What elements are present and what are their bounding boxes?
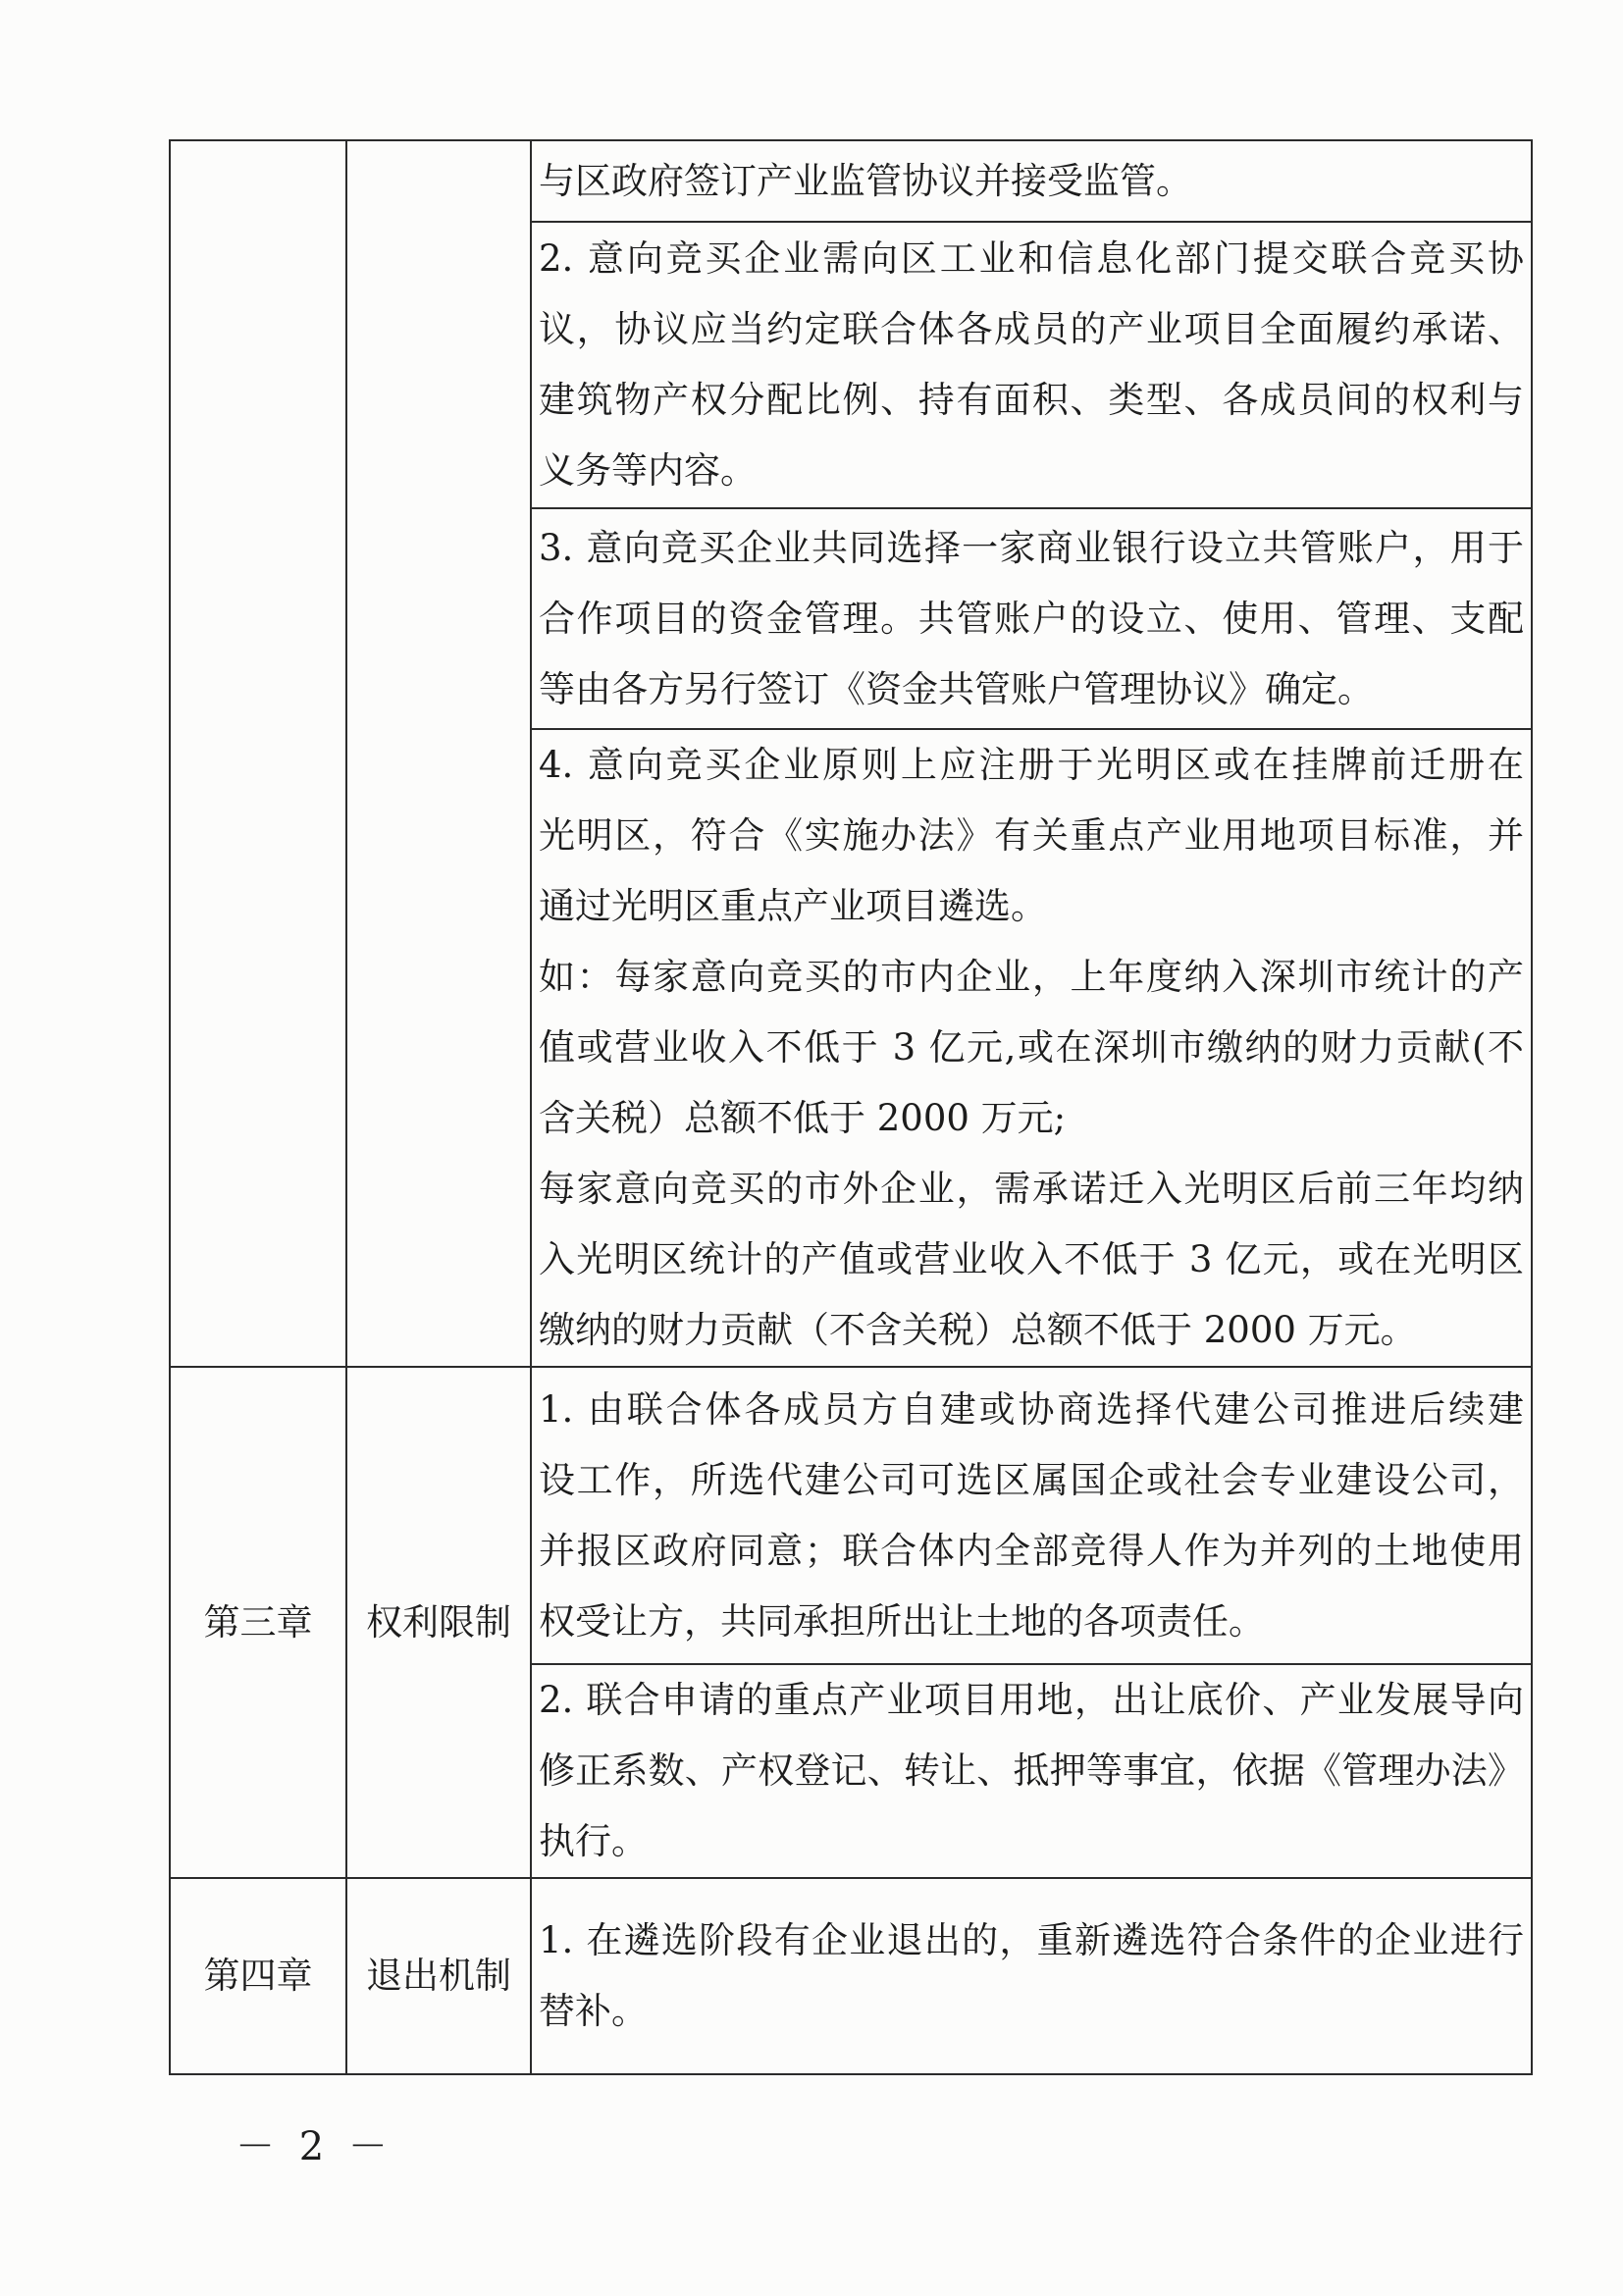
regulation-table xyxy=(169,139,1533,2075)
table-row xyxy=(170,140,1532,222)
text-line: 2. 联合申请的重点产业项目用地，出让底价、产业发展导向 xyxy=(539,1679,1524,1721)
chapter-cell xyxy=(170,140,346,1367)
text-line: 3. 意向竞买企业共同选择一家商业银行设立共管账户，用于 xyxy=(539,526,1524,569)
table-row xyxy=(170,1367,1532,1664)
content-cell xyxy=(531,729,1532,1367)
text-line: 含关税）总额不低于 2000 万元; xyxy=(539,1097,1067,1139)
text-line: 替补。 xyxy=(539,1990,648,2032)
title-cell xyxy=(346,140,531,1367)
text-line: 通过光明区重点产业项目遴选。 xyxy=(539,885,1047,927)
text-line: 1. 由联合体各成员方自建或协商选择代建公司推进后续建 xyxy=(539,1387,1524,1431)
content-cell xyxy=(531,508,1532,729)
content-cell xyxy=(531,1664,1532,1878)
text-line: 等由各方另行签订《资金共管账户管理协议》确定。 xyxy=(539,667,1374,710)
text-line: 每家意向竞买的市外企业，需承诺迁入光明区后前三年均纳 xyxy=(539,1168,1524,1210)
text-line: 合作项目的资金管理。共管账户的设立、使用、管理、支配 xyxy=(539,597,1524,640)
page-number: － 2 － xyxy=(236,2124,393,2169)
content-cell xyxy=(531,140,1532,222)
text-line: 缴纳的财力贡献（不含关税）总额不低于 2000 万元。 xyxy=(539,1309,1417,1351)
content-cell xyxy=(531,1367,1532,1664)
text-line: 值或营业收入不低于 3 亿元,或在深圳市缴纳的财力贡献(不 xyxy=(539,1026,1524,1069)
text-line: 2. 意向竞买企业需向区工业和信息化部门提交联合竞买协 xyxy=(539,237,1524,280)
text-line: 权受让方，共同承担所出让土地的各项责任。 xyxy=(539,1599,1265,1643)
text-line: 并报区政府同意；联合体内全部竞得人作为并列的土地使用 xyxy=(539,1529,1524,1572)
text-line: 修正系数、产权登记、转让、抵押等事宜，依据《管理办法》 xyxy=(539,1749,1524,1792)
chapter-cell: 第四章 xyxy=(170,1878,346,2074)
text-line: 1. 在遴选阶段有企业退出的，重新遴选符合条件的企业进行 xyxy=(539,1919,1524,1961)
text-line: 与区政府签订产业监管协议并接受监管。 xyxy=(539,159,1192,202)
chapter-cell: 第三章 xyxy=(170,1367,346,1878)
table-row xyxy=(170,1878,1532,2074)
text-line: 光明区，符合《实施办法》有关重点产业用地项目标准，并 xyxy=(539,814,1524,857)
title-cell: 权利限制 xyxy=(346,1367,531,1878)
text-line: 义务等内容。 xyxy=(539,449,757,492)
text-line: 设工作，所选代建公司可选区属国企或社会专业建设公司， xyxy=(539,1458,1524,1501)
text-line: 议，协议应当约定联合体各成员的产业项目全面履约承诺、 xyxy=(539,308,1524,350)
text-line: 执行。 xyxy=(539,1820,648,1862)
text-line: 如：每家意向竞买的市内企业，上年度纳入深圳市统计的产 xyxy=(539,956,1524,998)
text-line: 4. 意向竞买企业原则上应注册于光明区或在挂牌前迁册在 xyxy=(539,744,1524,786)
text-line: 入光明区统计的产值或营业收入不低于 3 亿元，或在光明区 xyxy=(539,1238,1524,1280)
content-cell xyxy=(531,222,1532,508)
title-cell: 退出机制 xyxy=(346,1878,531,2074)
text-line: 建筑物产权分配比例、持有面积、类型、各成员间的权利与 xyxy=(539,379,1524,421)
content-cell xyxy=(531,1878,1532,2074)
